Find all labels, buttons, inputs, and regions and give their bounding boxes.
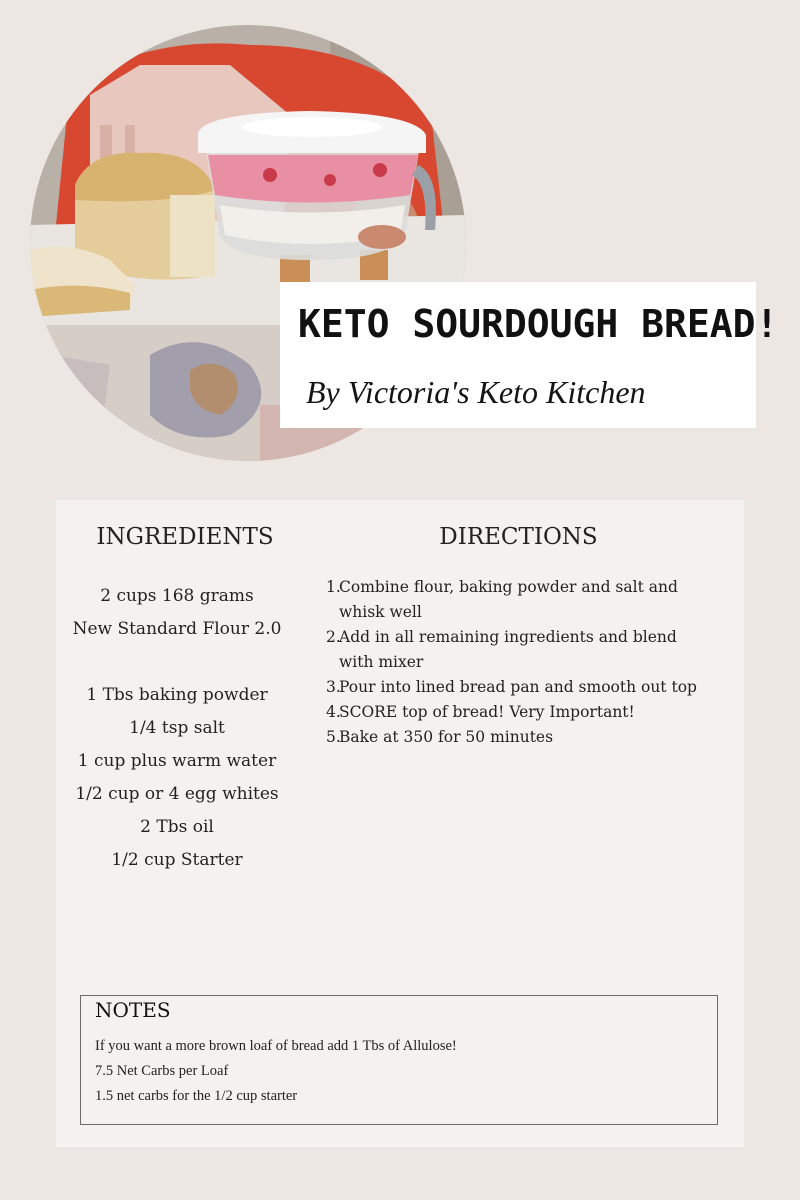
step-text: SCORE top of bread! Very Important! <box>339 703 635 721</box>
note-item: If you want a more brown loaf of bread add 1 Tbs of Allulose! <box>95 1038 457 1054</box>
directions-heading: DIRECTIONS <box>439 524 598 550</box>
recipe-card <box>56 500 744 1147</box>
ingredient-item: 2 cups 168 grams <box>100 586 254 606</box>
notes-heading: NOTES <box>95 998 171 1022</box>
title-card <box>280 282 779 428</box>
ingredients-list <box>56 580 298 877</box>
ingredient-item: New Standard Flour 2.0 <box>72 619 282 639</box>
direction-step <box>326 675 716 700</box>
notes-list <box>95 1036 457 1111</box>
step-number: 1. <box>326 578 341 596</box>
direction-step <box>326 700 716 725</box>
direction-step <box>326 725 716 750</box>
step-number: 4. <box>326 703 341 721</box>
ingredient-item: 1/4 tsp salt <box>129 718 225 738</box>
step-text: Pour into lined bread pan and smooth out top <box>339 678 697 696</box>
byline: By Victoria's Keto Kitchen <box>306 374 646 410</box>
step-text: Bake at 350 for 50 minutes <box>339 728 554 746</box>
step-text: Add in all remaining ingredients and blend with mixer <box>339 628 677 671</box>
ingredient-item: 2 Tbs oil <box>140 817 214 837</box>
step-number: 5. <box>326 728 341 746</box>
ingredient-item: 1 Tbs baking powder <box>86 685 268 705</box>
direction-step <box>326 625 716 675</box>
ingredient-spacer <box>56 646 298 679</box>
ingredients-heading: INGREDIENTS <box>96 524 274 550</box>
recipe-title: KETO SOURDOUGH BREAD! <box>298 302 779 346</box>
directions-list <box>326 575 716 750</box>
step-number: 2. <box>326 628 341 646</box>
step-text: Combine flour, baking powder and salt and whisk well <box>339 578 678 621</box>
step-number: 3. <box>326 678 341 696</box>
note-item: 1.5 net carbs for the 1/2 cup starter <box>95 1088 298 1104</box>
ingredient-item: 1/2 cup or 4 egg whites <box>75 784 279 804</box>
ingredient-item: 1/2 cup Starter <box>111 850 243 870</box>
note-item: 7.5 Net Carbs per Loaf <box>95 1063 229 1079</box>
ingredient-item: 1 cup plus warm water <box>77 751 277 771</box>
direction-step <box>326 575 716 625</box>
notes-box <box>80 995 718 1125</box>
